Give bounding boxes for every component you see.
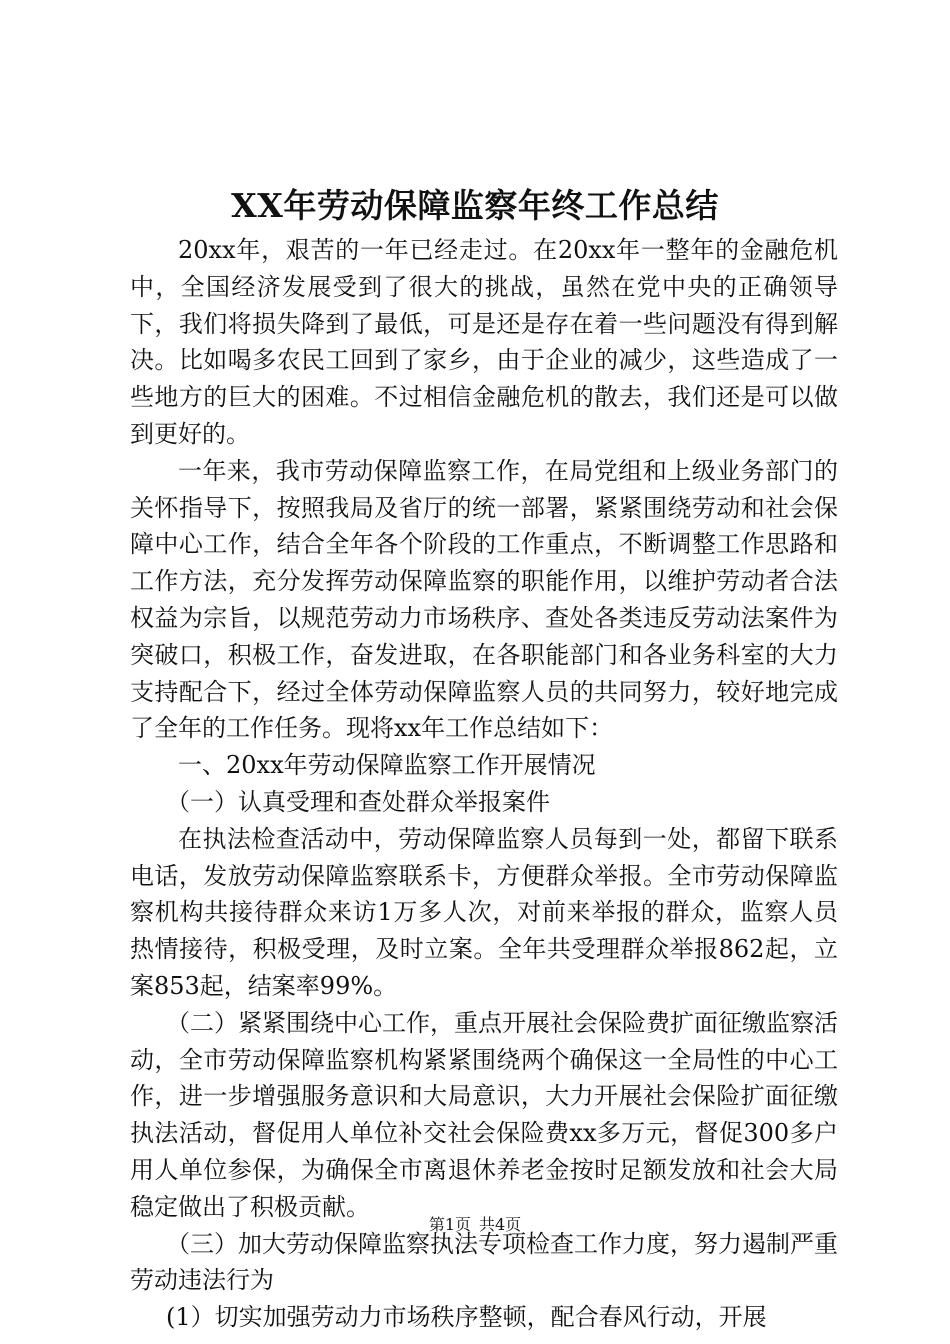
subsection-heading-1: （一）认真受理和查处群众举报案件 [166,787,550,816]
document-title: XX年劳动保障监察年终工作总结 [231,186,719,225]
subsection-heading-3: （三）加大劳动保障监察执法专项检查工作力度，努力遏制严重劳动违法行为 [130,1229,838,1295]
paragraph-intro: 20xx年，艰苦的一年已经走过。在20xx年一整年的金融危机中，全国经济发展受到了很大的挑战，虽然在党中央的正确领导下，我们将损失降到了最低，可是还是存在着一些问题没有得到解决。比如喝多农民工回到了家乡，由于企业的减少，这些造成了一些地方的巨大的困难。不过相信金融危机的散去，我们还是可以做到更好的。 [130,236,838,448]
section-heading-1: 一、20xx年劳动保障监察工作开展情况 [178,751,596,780]
paragraph-item-1: (1）切实加强劳动力市场秩序整顿，配合春风行动，开展 [166,1303,767,1332]
subsection-heading-2: （二）紧紧围绕中心工作，重点开展社会保险费扩面征缴监察活动，全市劳动保障监察机构紧紧围绕两个确保这一全局性的中心工作，进一步增强服务意识和大局意识，大力开展社会保险扩面征缴执法活动，督促用人单位补交社会保险费xx多万元，督促300多户用人单位参保，为确保全市离退休养老金按时足额发放和社会大局稳定做出了积极贡献。 [130,1008,838,1221]
page-number: 第1页 [428,1215,471,1234]
paragraph-overview: 一年来，我市劳动保障监察工作，在局党组和上级业务部门的关怀指导下，按照我局及省厅的统一部署，紧紧围绕劳动和社会保障中心工作，结合全年各个阶段的工作重点，不断调整工作思路和工作方法，充分发挥劳动保障监察的职能作用，以维护劳动者合法权益为宗旨，以规范劳动力市场秩序、查处各类违反劳动法案件为突破口，积极工作，奋发进取，在各职能部门和各业务科室的大力支持配合下，经过全体劳动保障监察人员的共同努力，较好地完成了全年的工作任务。现将xx年工作总结如下： [130,456,838,743]
page-total: 共4页 [479,1215,522,1234]
document-body [130,232,838,1336]
paragraph-reports: 在执法检查活动中，劳动保障监察人员每到一处，都留下联系电话，发放劳动保障监察联系卡，方便群众举报。全市劳动保障监察机构共接待群众来访1万多人次，对前来举报的群众，监察人员热情接待，积极受理，及时立案。全年共受理群众举报862起，立案853起，结案率99%。 [130,824,838,1000]
page-footer [0,1213,950,1237]
